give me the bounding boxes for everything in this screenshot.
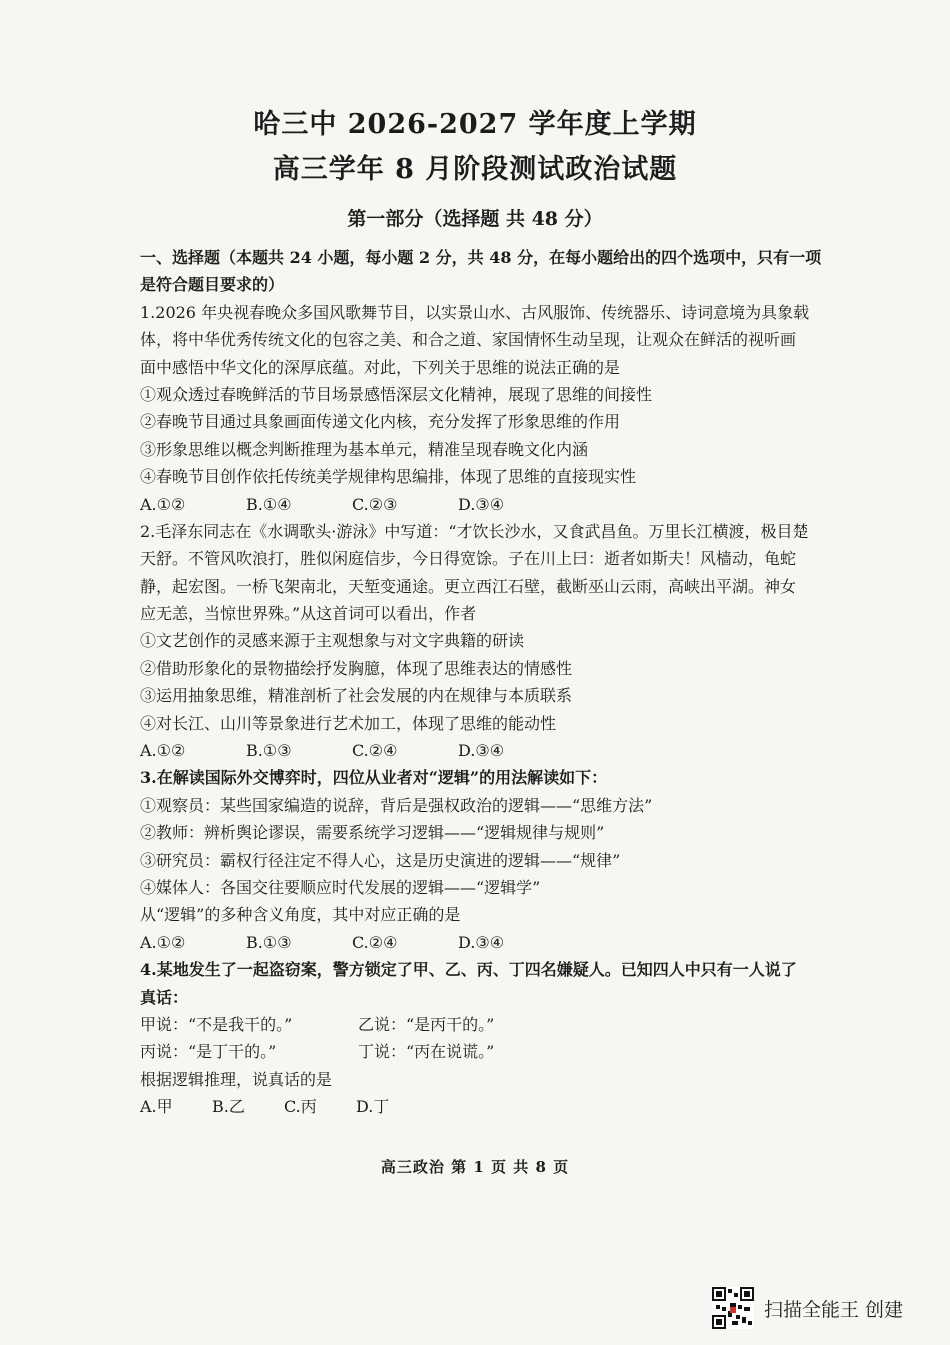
section-instruction-cont: 是符合题目要求的） bbox=[140, 275, 285, 295]
statement-item: ②借助形象化的景物描绘抒发胸臆，体现了思维表达的情感性 bbox=[140, 658, 573, 678]
option-a: A.甲 bbox=[140, 1097, 173, 1117]
question-prompt: 根据逻辑推理，说真话的是 bbox=[140, 1069, 333, 1089]
qr-code-icon bbox=[712, 1287, 754, 1329]
option-b: B.①③ bbox=[246, 741, 292, 761]
exam-title-line2: 高三学年 8 月阶段测试政治试题 bbox=[272, 154, 678, 185]
statement-ding: 丁说：“丙在说谎。” bbox=[358, 1042, 495, 1062]
question-prompt: 从“逻辑”的多种含义角度，其中对应正确的是 bbox=[140, 905, 461, 925]
watermark-text: 扫描全能王 创建 bbox=[764, 1298, 904, 1321]
option-c: C.丙 bbox=[284, 1097, 317, 1117]
section-instruction: 一、选择题（本题共 24 小题，每小题 2 分，共 48 分，在每小题给出的四个选项中，只有一项 bbox=[140, 248, 822, 267]
option-b: B.乙 bbox=[212, 1097, 245, 1117]
option-a: A.①② bbox=[140, 494, 186, 514]
option-b: B.①④ bbox=[246, 494, 292, 514]
option-d: D.③④ bbox=[458, 494, 505, 514]
question-stem-line: 天舒。不管风吹浪打，胜似闲庭信步，今日得宽馀。子在川上曰：逝者如斯夫！风樯动，龟蛇 bbox=[140, 549, 797, 569]
question-stem-line: 静，起宏图。一桥飞架南北，天堑变通途。更立西江石壁，截断巫山云雨，高峡出平湖。神女 bbox=[140, 576, 797, 596]
statement-item: ③研究员：霸权行径注定不得人心，这是历史演进的逻辑——“规律” bbox=[140, 850, 621, 870]
exam-content bbox=[140, 244, 880, 1121]
question-1 bbox=[140, 299, 880, 518]
statement-item: ②春晚节目通过具象画面传递文化内核，充分发挥了形象思维的作用 bbox=[140, 412, 621, 432]
option-c: C.②④ bbox=[352, 741, 398, 761]
statement-pair bbox=[140, 1038, 880, 1065]
option-c: C.②④ bbox=[352, 932, 398, 952]
question-2 bbox=[140, 518, 880, 765]
question-stem-line: 体，将中华优秀传统文化的包容之美、和合之道、家国情怀生动呈现，让观众在鲜活的视听画 bbox=[140, 330, 797, 350]
statement-yi: 乙说：“是丙干的。” bbox=[358, 1014, 495, 1034]
option-d: D.③④ bbox=[458, 741, 505, 761]
statement-item: ①观察员：某些国家编造的说辞，背后是强权政治的逻辑——“思维方法” bbox=[140, 795, 653, 815]
question-stem-line: 面中感悟中华文化的深厚底蕴。对此，下列关于思维的说法正确的是 bbox=[140, 357, 621, 377]
statement-pair bbox=[140, 1011, 880, 1038]
question-stem-line: 应无恙，当惊世界殊。”从这首词可以看出，作者 bbox=[140, 604, 477, 624]
exam-title-line1: 哈三中 2026-2027 学年度上学期 bbox=[253, 109, 697, 140]
question-stem-line: 2.毛泽东同志在《水调歌头·游泳》中写道：“才饮长沙水，又食武昌鱼。万里长江横渡，极目楚 bbox=[140, 521, 809, 541]
answer-options bbox=[140, 1093, 880, 1120]
option-a: A.①② bbox=[140, 741, 186, 761]
statement-jia: 甲说：“不是我干的。” bbox=[140, 1014, 293, 1034]
statement-bing: 丙说：“是丁干的。” bbox=[140, 1042, 277, 1062]
scanner-watermark bbox=[712, 1286, 903, 1330]
statement-item: ③运用抽象思维，精准剖析了社会发展的内在规律与本质联系 bbox=[140, 686, 573, 706]
statement-item: ②教师：辨析舆论谬误，需要系统学习逻辑——“逻辑规律与规则” bbox=[140, 823, 605, 843]
option-d: D.丁 bbox=[356, 1097, 390, 1117]
option-a: A.①② bbox=[140, 932, 186, 952]
statement-item: ①观众透过春晚鲜活的节目场景感悟深层文化精神，展现了思维的间接性 bbox=[140, 384, 653, 404]
question-stem-line: 1.2026 年央视春晚众多国风歌舞节目，以实景山水、古风服饰、传统器乐、诗词意境为具象载 bbox=[140, 302, 810, 322]
option-b: B.①③ bbox=[246, 932, 292, 952]
part-heading: 第一部分（选择题 共 48 分） bbox=[347, 208, 603, 230]
statement-item: ③形象思维以概念判断推理为基本单元，精准呈现春晚文化内涵 bbox=[140, 439, 589, 459]
page-footer: 高三政治 第 1 页 共 8 页 bbox=[380, 1158, 570, 1176]
statement-item: ④对长江、山川等景象进行艺术加工，体现了思维的能动性 bbox=[140, 713, 557, 733]
question-stem-line: 真话： bbox=[140, 987, 189, 1007]
statement-item: ①文艺创作的灵感来源于主观想象与对文字典籍的研读 bbox=[140, 631, 525, 651]
question-stem-line: 3.在解读国际外交博弈时，四位从业者对“逻辑”的用法解读如下： bbox=[140, 768, 608, 788]
question-4 bbox=[140, 956, 880, 1120]
option-d: D.③④ bbox=[458, 932, 505, 952]
question-stem-line: 4.某地发生了一起盗窃案，警方锁定了甲、乙、丙、丁四名嫌疑人。已知四人中只有一人说了 bbox=[140, 960, 797, 980]
question-3 bbox=[140, 764, 880, 956]
statement-item: ④媒体人：各国交往要顺应时代发展的逻辑——“逻辑学” bbox=[140, 877, 541, 897]
answer-options bbox=[140, 737, 880, 764]
option-c: C.②③ bbox=[352, 494, 398, 514]
answer-options bbox=[140, 491, 880, 518]
statement-item: ④春晚节目创作依托传统美学规律构思编排，体现了思维的直接现实性 bbox=[140, 467, 637, 487]
answer-options bbox=[140, 929, 880, 956]
